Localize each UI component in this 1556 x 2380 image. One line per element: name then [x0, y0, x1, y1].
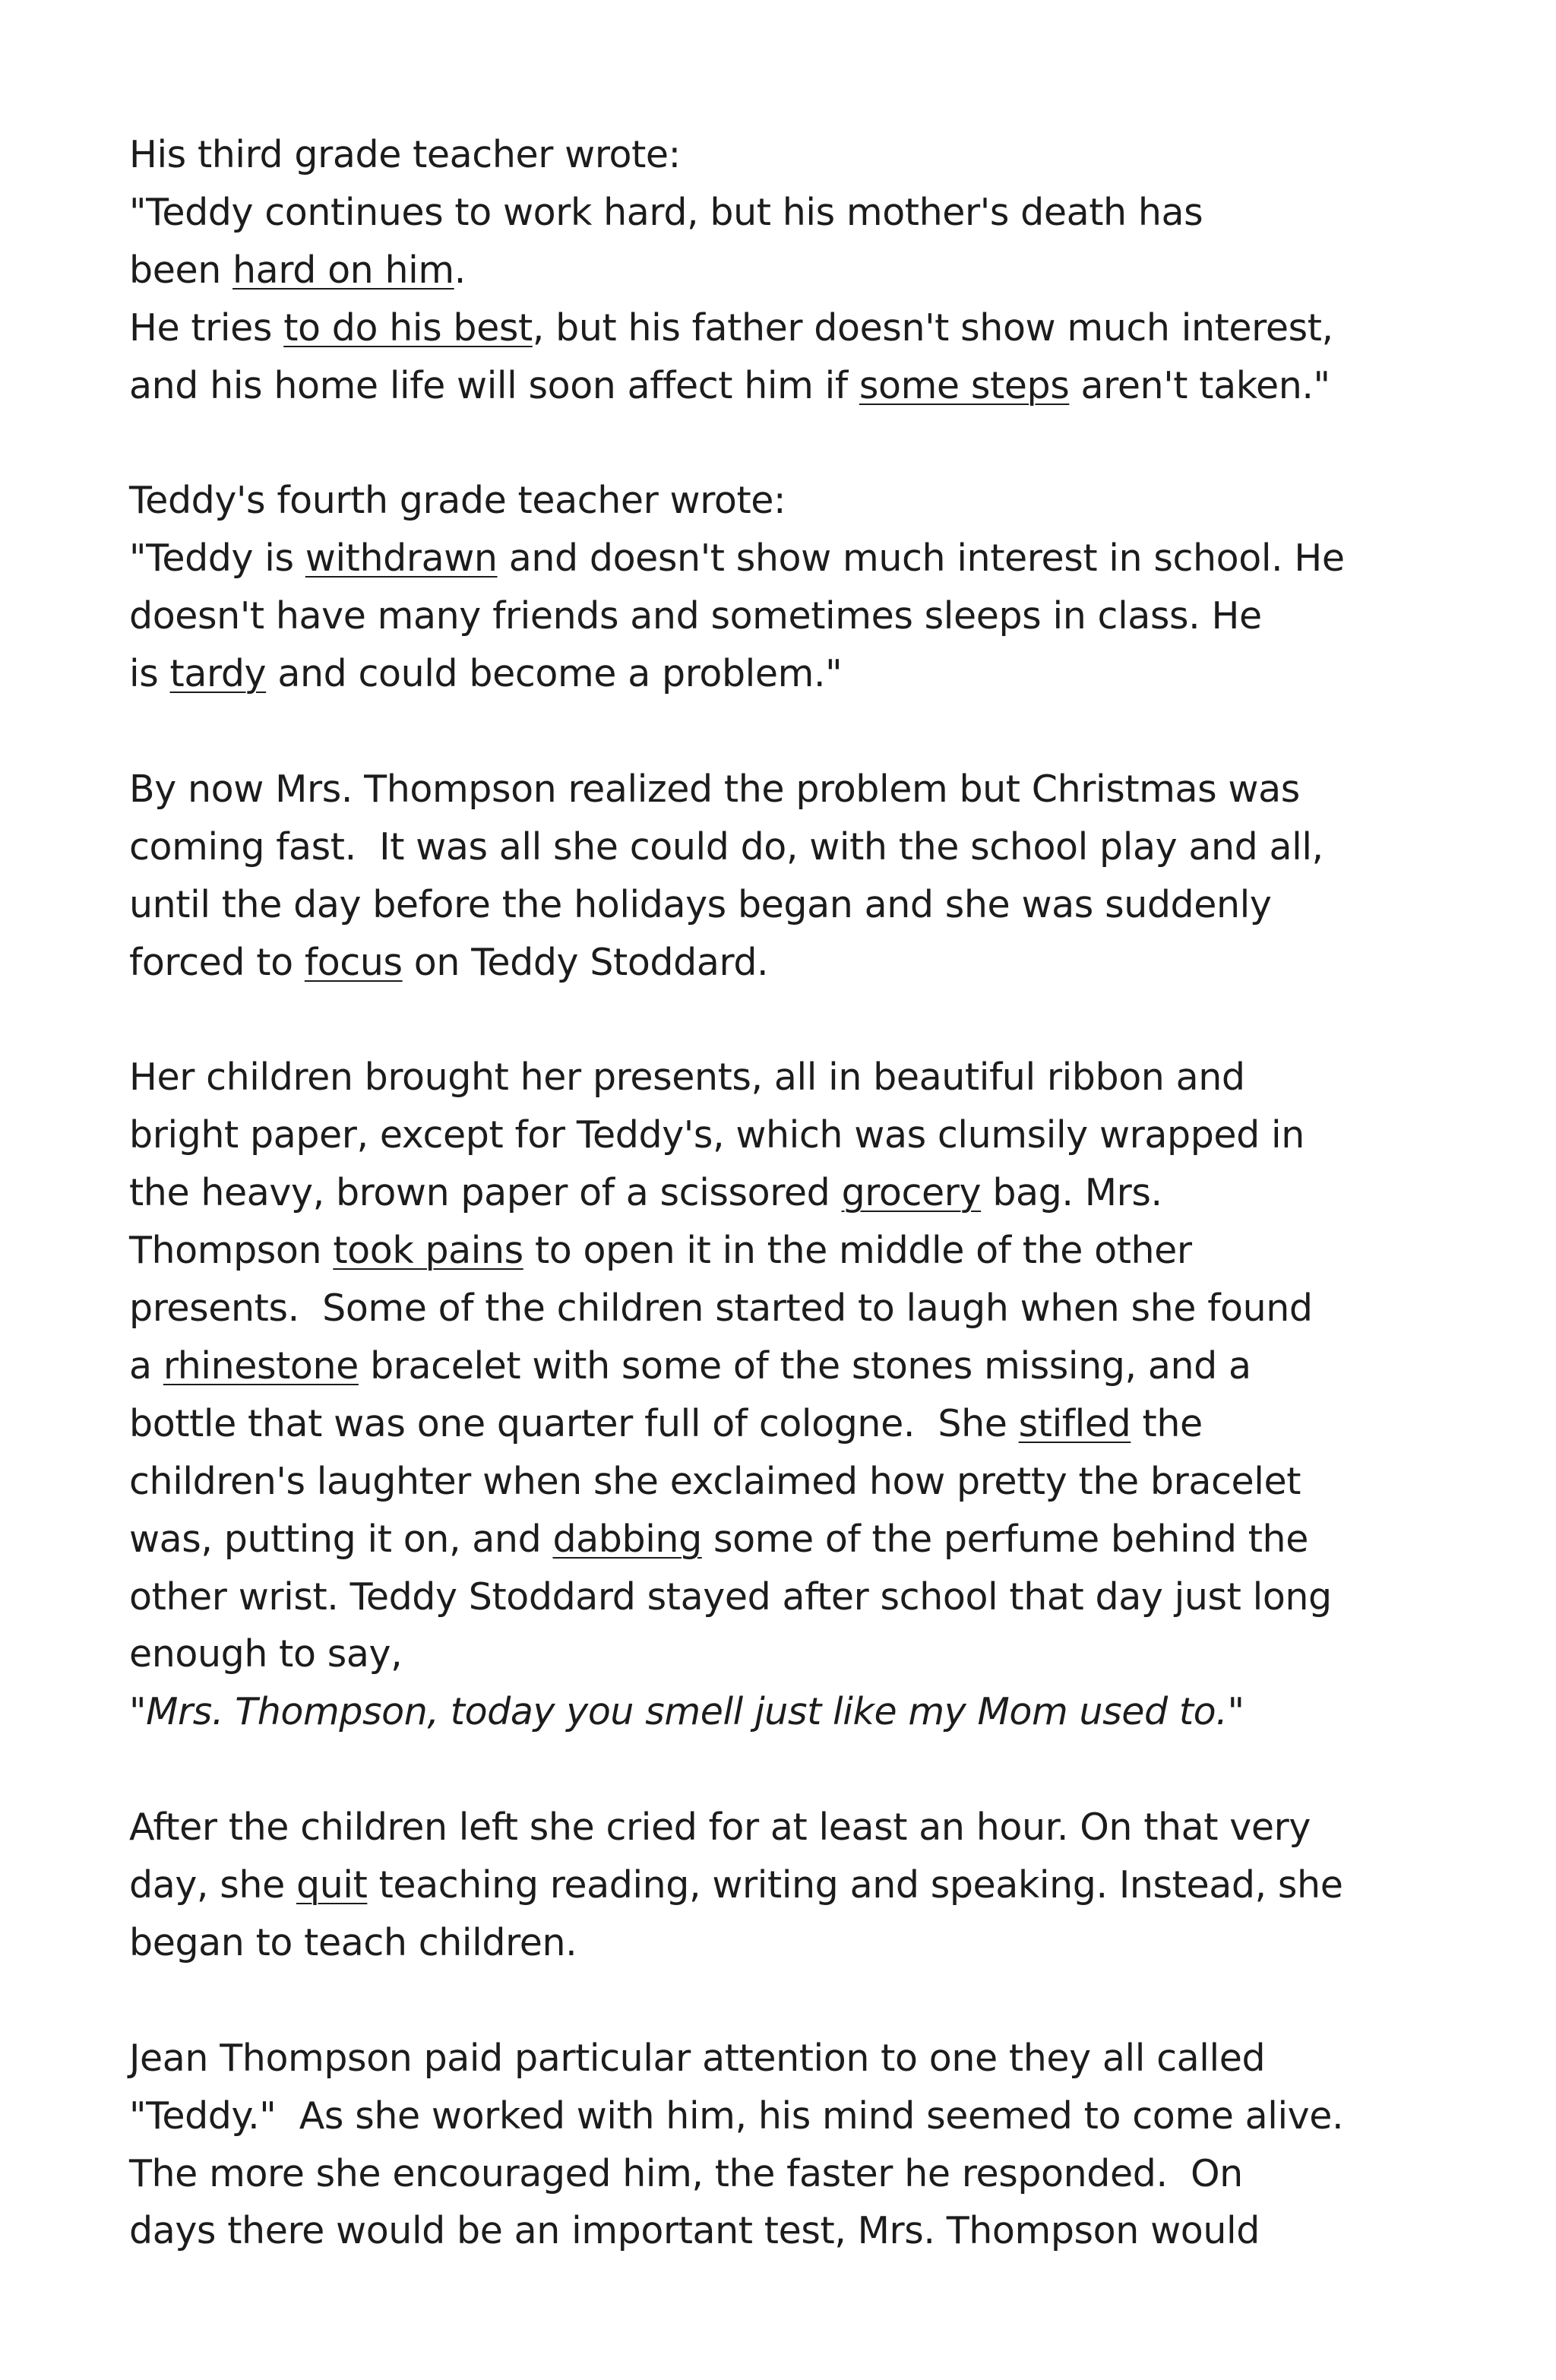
- text-segment: bright paper, except for Teddy's, which was clumsily wrapped in: [129, 1113, 1305, 1157]
- text-segment: children's laughter when she exclaimed how pretty the bracelet: [129, 1460, 1301, 1503]
- text-line: [129, 2145, 1243, 2203]
- underlined-word: to do his best: [283, 306, 533, 350]
- text-line: [129, 184, 1203, 242]
- text-segment: ": [129, 1690, 147, 1733]
- text-line: [129, 818, 1324, 876]
- text-segment: other wrist. Teddy Stoddard stayed after school that day just long: [129, 1575, 1332, 1619]
- text-segment: "Teddy." As she worked with him, his mind seemed to come alive.: [129, 2094, 1344, 2138]
- text-segment: a: [129, 1344, 163, 1388]
- text-line: [129, 2030, 1265, 2087]
- text-line: [129, 1568, 1332, 1626]
- text-segment: began to teach children.: [129, 1921, 577, 1964]
- text-segment: His third grade teacher wrote:: [129, 133, 681, 176]
- underlined-word: focus: [304, 941, 403, 984]
- text-line: [129, 242, 466, 299]
- underlined-word: tardy: [169, 652, 267, 695]
- text-segment: presents. Some of the children started to laugh when she found: [129, 1287, 1313, 1330]
- text-segment: day, she: [129, 1863, 296, 1907]
- text-line: [129, 299, 1333, 357]
- text-segment: ": [1227, 1690, 1244, 1733]
- text-segment: teaching reading, writing and speaking. Instead, she: [367, 1863, 1343, 1907]
- text-segment: "Teddy is: [129, 536, 305, 580]
- underlined-word: hard on him: [232, 248, 454, 292]
- text-line: [129, 934, 768, 992]
- text-segment: and his home life will soon affect him if: [129, 364, 859, 407]
- text-segment: is: [129, 652, 170, 695]
- text-segment: forced to: [129, 941, 305, 984]
- text-segment: The more she encouraged him, the faster he responded. On: [129, 2152, 1243, 2195]
- text-line: [129, 1049, 1245, 1106]
- text-line: [129, 1799, 1311, 1856]
- text-line: [129, 1856, 1343, 1914]
- text-line: [129, 530, 1345, 587]
- underlined-word: grocery: [841, 1171, 982, 1214]
- text-segment: been: [129, 248, 233, 292]
- text-segment: on Teddy Stoddard.: [402, 941, 769, 984]
- text-line: [129, 587, 1262, 645]
- text-segment: After the children left she cried for at least an hour. On that very: [129, 1806, 1311, 1849]
- text-segment: By now Mrs. Thompson realized the problem but Christmas was: [129, 767, 1300, 811]
- text-segment: He tries: [129, 306, 284, 350]
- text-segment: Teddy's fourth grade teacher wrote:: [129, 479, 786, 522]
- text-line: [129, 1914, 577, 1972]
- text-segment: some of the perfume behind the: [701, 1518, 1308, 1561]
- underlined-word: withdrawn: [305, 536, 498, 580]
- text-segment: .: [454, 248, 466, 292]
- text-segment: Thompson: [129, 1229, 334, 1272]
- underlined-word: dabbing: [552, 1518, 702, 1561]
- underlined-word: some steps: [859, 364, 1070, 407]
- text-segment: days there would be an important test, Mrs. Thompson would: [129, 2209, 1260, 2252]
- text-line: [129, 1337, 1251, 1395]
- text-line: [129, 1511, 1308, 1568]
- text-line: [129, 1164, 1162, 1222]
- text-segment: Jean Thompson paid particular attention to one they all called: [129, 2037, 1266, 2080]
- text-segment: aren't taken.": [1069, 364, 1330, 407]
- text-segment: doesn't have many friends and sometimes sleeps in class. He: [129, 594, 1262, 638]
- text-segment: and could become a problem.": [266, 652, 843, 695]
- underlined-word: stifled: [1018, 1402, 1131, 1445]
- text-line: [129, 1222, 1192, 1280]
- text-line: [129, 1453, 1301, 1511]
- text-segment: was, putting it on, and: [129, 1518, 553, 1561]
- underlined-word: took pains: [333, 1229, 523, 1272]
- text-segment: bracelet with some of the stones missing, and a: [358, 1344, 1251, 1388]
- underlined-word: quit: [296, 1863, 368, 1907]
- text-line: [129, 1683, 1244, 1741]
- italic-quote: Mrs. Thompson, today you smell just like my Mom used to.: [146, 1690, 1228, 1733]
- text-segment: and doesn't show much interest in school. He: [497, 536, 1345, 580]
- text-segment: to open it in the middle of the other: [523, 1229, 1192, 1272]
- text-line: [129, 1625, 402, 1683]
- text-line: [129, 876, 1271, 934]
- text-line: [129, 645, 842, 703]
- text-segment: Her children brought her presents, all in beautiful ribbon and: [129, 1055, 1245, 1099]
- text-line: [129, 1395, 1203, 1453]
- text-segment: until the day before the holidays began and she was suddenly: [129, 883, 1272, 926]
- text-line: [129, 2202, 1260, 2260]
- text-line: [129, 126, 681, 184]
- text-line: [129, 472, 786, 530]
- text-segment: enough to say,: [129, 1632, 403, 1676]
- underlined-word: rhinestone: [163, 1344, 359, 1388]
- text-line: [129, 1106, 1305, 1164]
- text-segment: bottle that was one quarter full of cologne. She: [129, 1402, 1019, 1445]
- text-segment: "Teddy continues to work hard, but his mother's death has: [129, 191, 1203, 234]
- text-segment: , but his father doesn't show much interest,: [532, 306, 1333, 350]
- text-line: [129, 2087, 1343, 2145]
- text-line: [129, 1280, 1313, 1337]
- text-segment: coming fast. It was all she could do, with the school play and all,: [129, 825, 1324, 869]
- text-segment: the: [1131, 1402, 1203, 1445]
- text-line: [129, 357, 1330, 415]
- text-line: [129, 761, 1300, 818]
- text-segment: bag. Mrs.: [981, 1171, 1162, 1214]
- text-segment: the heavy, brown paper of a scissored: [129, 1171, 842, 1214]
